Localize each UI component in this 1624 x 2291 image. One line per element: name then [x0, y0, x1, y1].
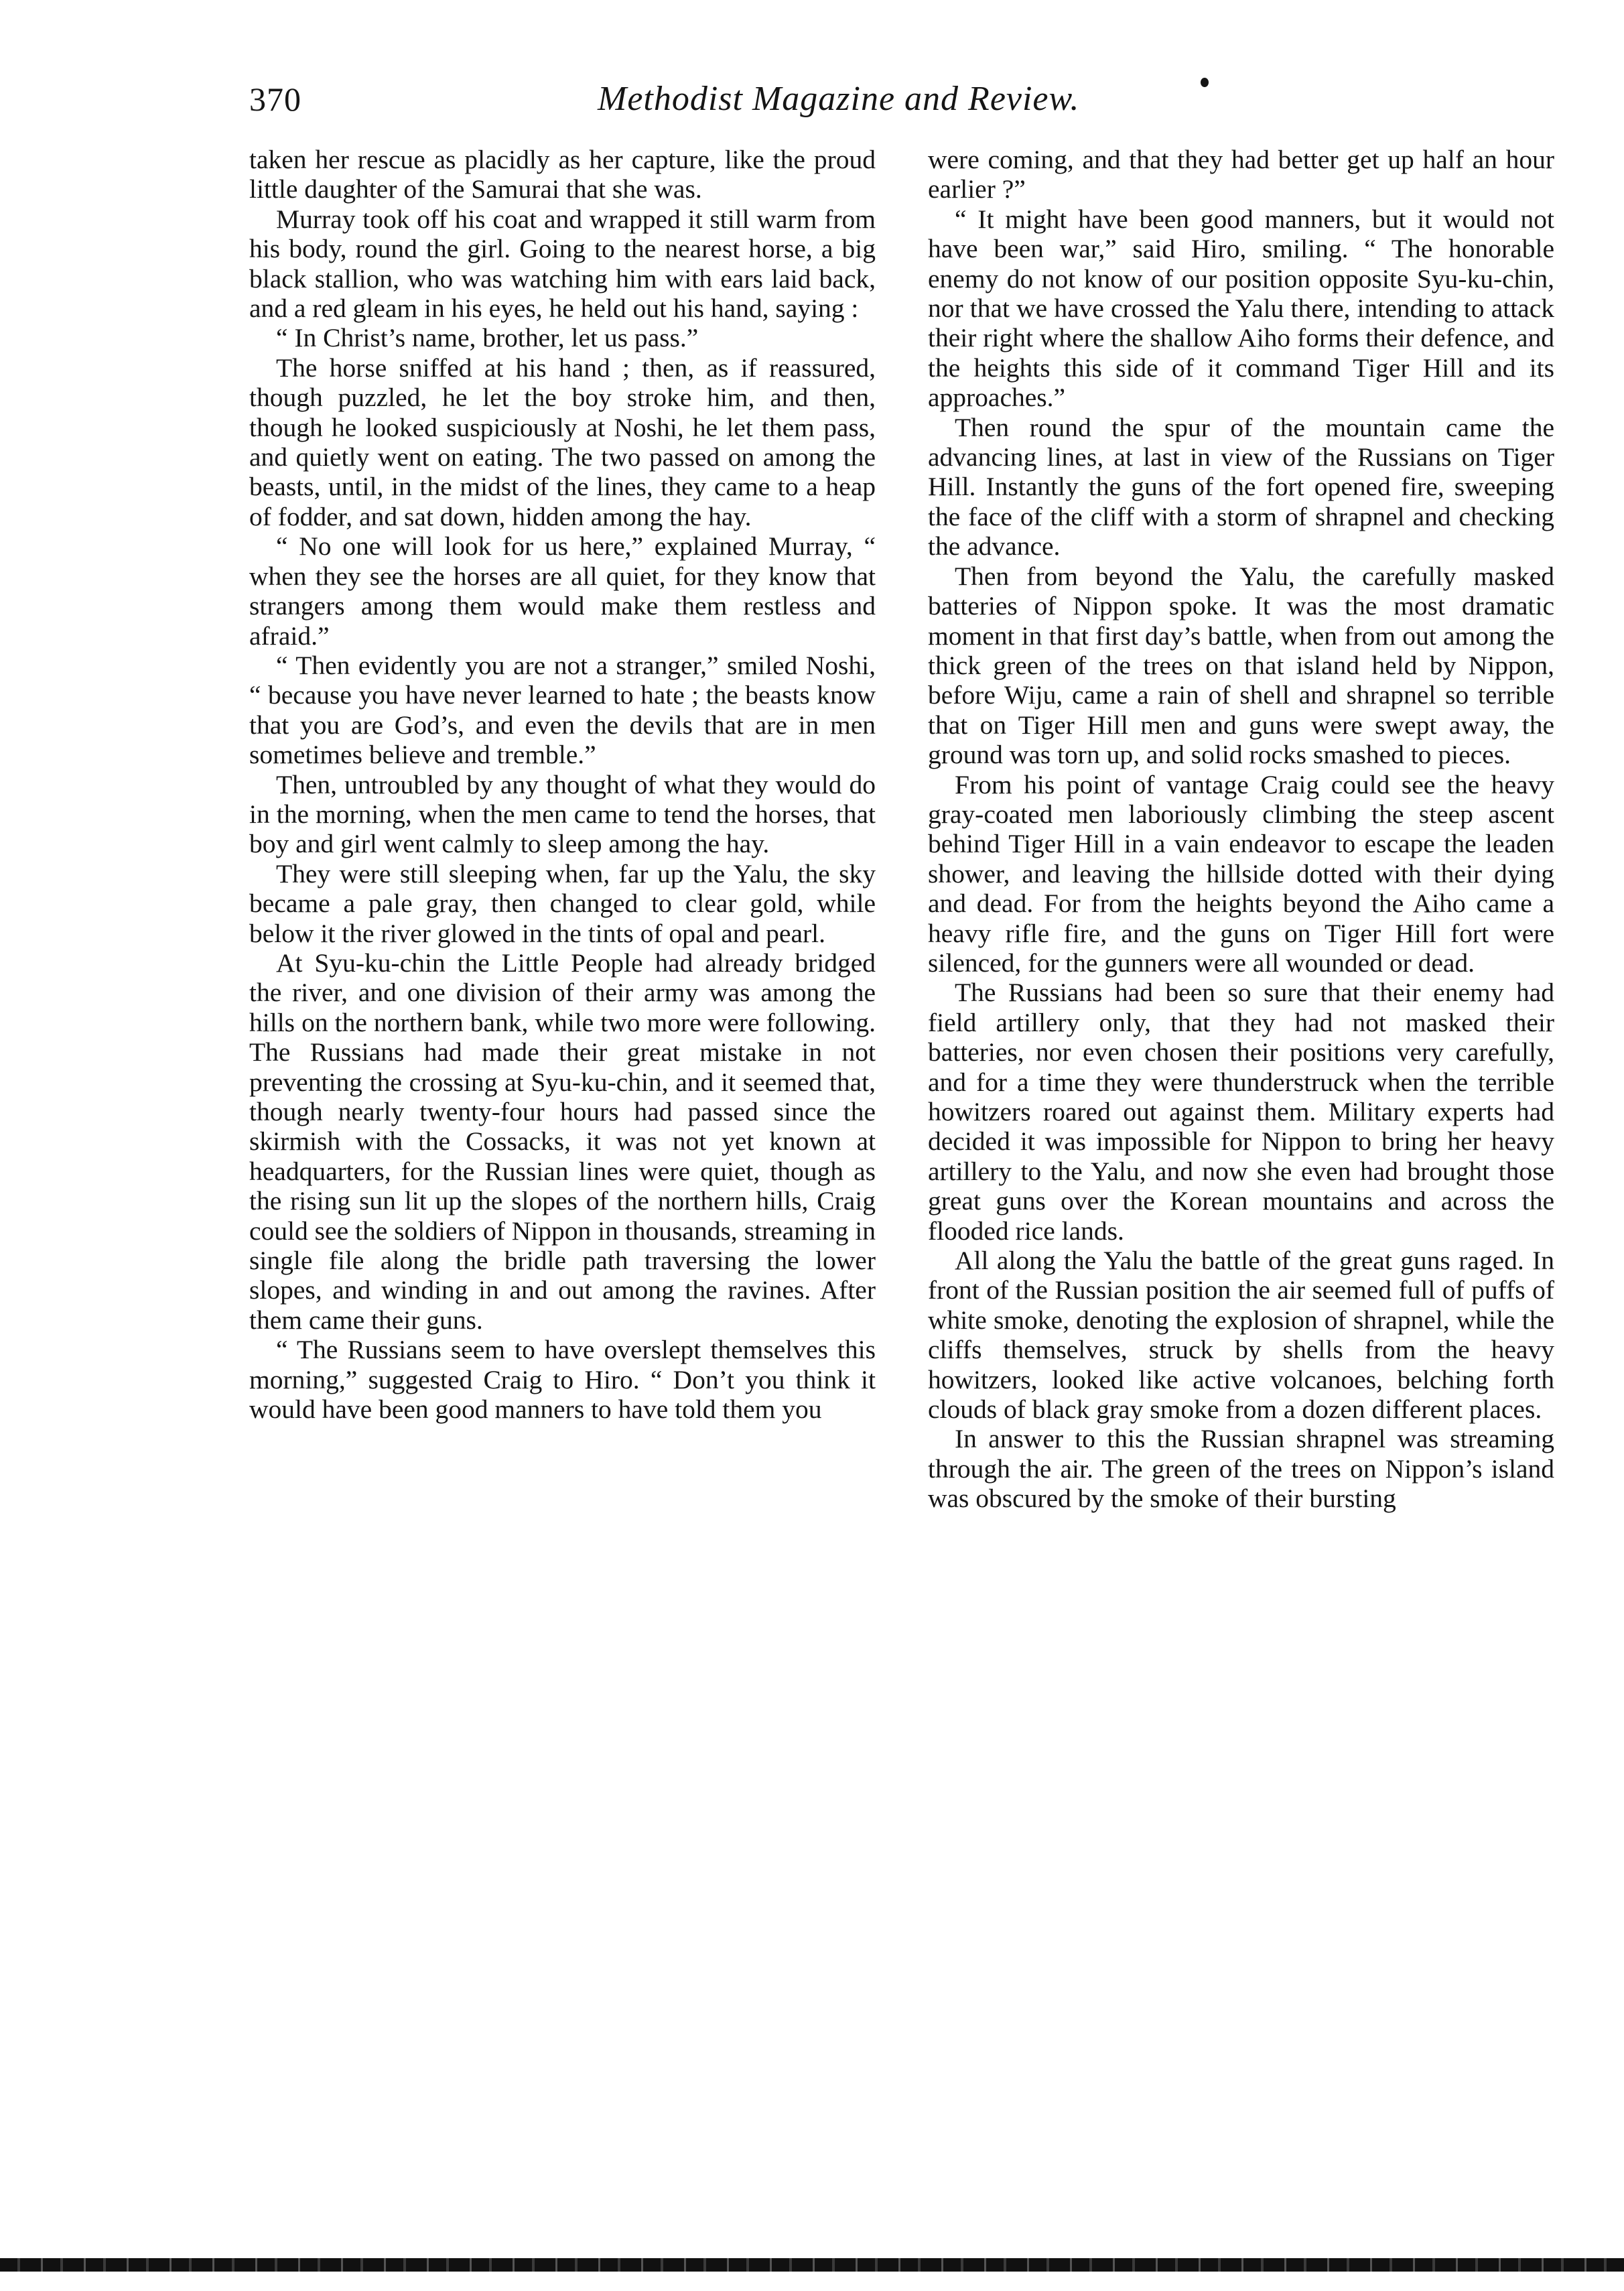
paragraph: “ No one will look for us here,” explained Murray, “ when they see the horses are all quiet, for they know that strangers among them would make them restless and afraid.” [249, 531, 876, 651]
paragraph: At Syu-ku-chin the Little People had already bridged the river, and one division of their army was among the hills on the northern bank, while two more were following. The Russians had made their great mistake in not preventing the crossing at Syu-ku-chin, and it seemed that, though nearly twenty-four hours had passed since the skirmish with the Cossacks, it was not yet known at headquarters, for the Russian lines were quiet, though as the rising sun lit up the slopes of the northern hills, Craig could see the soldiers of Nippon in thousands, streaming in single file along the bridle path traversing the lower slopes, and winding in and out among the ravines. After them came their guns. [249, 947, 876, 1335]
left-column [249, 145, 876, 1424]
paragraph: From his point of vantage Craig could see the heavy gray-coated men laboriously climbing the steep ascent behind Tiger Hill in a vain endeavor to escape the leaden shower, and leaving the hillside dotted with their dying and dead. For from the heights beyond the Aiho came a heavy rifle fire, and the guns on Tiger Hill fort were silenced, for the gunners were all wounded or dead. [928, 769, 1554, 978]
page-number: 370 [249, 80, 301, 118]
magazine-title: Methodist Magazine and Review. [598, 80, 1080, 118]
paragraph: “ Then evidently you are not a stranger,” smiled Noshi, “ because you have never learned to hate ; the beasts know that you are God’s, and even the devils that are in men sometimes believe and tremble.” [249, 650, 876, 770]
running-head [249, 72, 1214, 126]
paragraph: “ It might have been good manners, but it would not have been war,” said Hiro, smiling. “ The honorable enemy do not know of our position opposite Syu-ku-chin, nor that we have crossed the Yalu there, intending to attack their right where the shallow Aiho forms their defence, and the heights this side of it command Tiger Hill and its approaches.” [928, 204, 1554, 413]
paragraph: Then, untroubled by any thought of what they would do in the morning, when the men came to tend the horses, that boy and girl went calmly to sleep among the hay. [249, 769, 876, 859]
ornament-dot [1201, 78, 1209, 87]
paragraph: Then round the spur of the mountain came the advancing lines, at last in view of the Russians on Tiger Hill. Instantly the guns of the fort opened fire, sweeping the face of the cliff with a storm of shrapnel and checking the advance. [928, 412, 1554, 562]
paragraph: The Russians had been so sure that their enemy had field artillery only, that they had not masked their batteries, nor even chosen their positions very carefully, and for a time they were thunderstruck when the terrible howitzers roared out against them. Military experts had decided it was impossible for Nippon to bring her heavy artillery to the Yalu, and now she even had brought those great guns over the Korean mountains and across the flooded rice lands. [928, 978, 1554, 1246]
right-column [928, 145, 1554, 1514]
paragraph: “ The Russians seem to have overslept themselves this morning,” suggested Craig to Hiro. “ Don’t you think it would have been good manners to have told them you [249, 1335, 876, 1425]
paragraph: In answer to this the Russian shrapnel was streaming through the air. The green of the trees on Nippon’s island was obscured by the smoke of their bursting [928, 1424, 1554, 1514]
bottom-rule [0, 2258, 1624, 2272]
paragraph: All along the Yalu the battle of the great guns raged. In front of the Russian position the air seemed full of puffs of white smoke, denoting the explosion of shrapnel, while the cliffs themselves, struck by shells from the heavy howitzers, looked like active volcanoes, belching forth clouds of black gray smoke from a dozen different places. [928, 1246, 1554, 1425]
paragraph: “ In Christ’s name, brother, let us pass.” [276, 323, 699, 353]
paragraph: Murray took off his coat and wrapped it still warm from his body, round the girl. Going to the nearest horse, a big black stallion, who was watching him with ears laid back, and a red gleam in his eyes, he held out his hand, saying : [249, 204, 876, 324]
paragraph: The horse sniffed at his hand ; then, as if reassured, though puzzled, he let the boy stroke him, and then, though he looked suspiciously at Noshi, he let them pass, and quietly went on eating. The two passed on among the beasts, until, in the midst of the lines, they came to a heap of fodder, and sat down, hidden among the hay. [249, 352, 876, 531]
paragraph: taken her rescue as placidly as her capture, like the proud little daughter of the Samurai that she was. [249, 145, 876, 204]
paragraph: They were still sleeping when, far up the Yalu, the sky became a pale gray, then changed to clear gold, while below it the river glowed in the tints of opal and pearl. [249, 858, 876, 948]
paragraph: Then from beyond the Yalu, the carefully masked batteries of Nippon spoke. It was the most dramatic moment in that first day’s battle, when from out among the thick green of the trees on that island held by Nippon, before Wiju, came a rain of shell and shrapnel so terrible that on Tiger Hill men and guns were swept away, the ground was torn up, and solid rocks smashed to pieces. [928, 561, 1554, 770]
paragraph: were coming, and that they had better get up half an hour earlier ?” [928, 145, 1554, 204]
